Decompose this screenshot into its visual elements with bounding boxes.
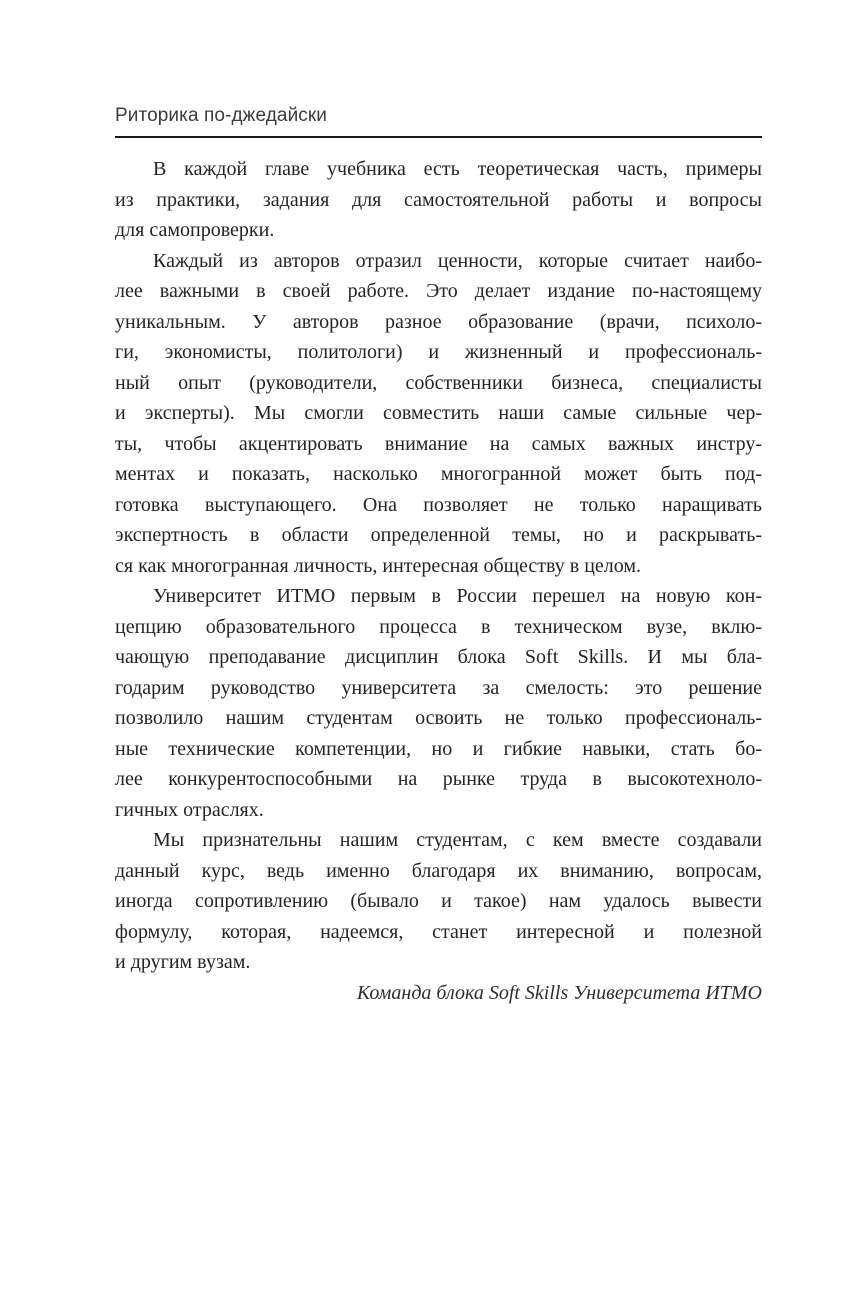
text-line: ты, чтобы акцентировать внимание на самых важных инстру-: [115, 432, 762, 455]
text-line: экспертность в области определенной темы, но и раскрывать-: [115, 524, 762, 546]
text-line: ментах и показать, насколько многогранной может быть под-: [115, 463, 762, 485]
text-line: и другим вузам.: [115, 951, 251, 973]
text-line: и эксперты). Мы смогли совместить наши самые сильные чер-: [115, 402, 762, 424]
text-line: позволило нашим студентам освоить не только профессиональ-: [115, 707, 762, 729]
text-line: чающую преподавание дисциплин блока Soft Skills. И мы бла-: [115, 646, 762, 668]
text-line: ги, экономисты, политологи) и жизненный и профессиональ-: [115, 341, 762, 363]
text-line: формулу, которая, надеемся, станет интересной и полезной: [115, 920, 762, 943]
text-line: готовка выступающего. Она позволяет не только наращивать: [115, 493, 762, 516]
text-line: Каждый из авторов отразил ценности, которые считает наибо-: [153, 249, 762, 272]
text-line: данный курс, ведь именно благодаря их вниманию, вопросам,: [115, 859, 762, 882]
paragraph: [115, 246, 762, 582]
text-line: В каждой главе учебника есть теоретическая часть, примеры: [153, 158, 762, 180]
text-line: гичных отраслях.: [115, 798, 264, 821]
paragraph: [115, 825, 762, 978]
text-line: Университет ИТМО первым в России перешел на новую кон-: [153, 585, 762, 607]
text-line: годарим руководство университета за смелость: это решение: [115, 676, 762, 699]
text-line: из практики, задания для самостоятельной работы и вопросы: [115, 188, 762, 211]
attribution-line: Команда блока Soft Skills Университета ИТМО: [356, 981, 762, 1004]
text-line: лее важными в своей работе. Это делает издание по-настоящему: [115, 280, 762, 302]
text-line: ся как многогранная личность, интересная обществу в целом.: [115, 554, 642, 577]
text-line: уникальным. У авторов разное образование (врачи, психоло-: [115, 310, 762, 333]
body-text: [115, 154, 762, 1008]
paragraph: [115, 581, 762, 825]
paragraph: [115, 154, 762, 246]
text-line: Мы признательны нашим студентам, с кем вместе создавали: [153, 829, 762, 851]
text-line: для самопроверки.: [115, 219, 275, 241]
text-line: лее конкурентоспособными на рынке труда в высокотехноло-: [115, 768, 762, 790]
running-header: Риторика по-джедайски: [115, 105, 328, 126]
text-line: цепцию образовательного процесса в техническом вузе, вклю-: [115, 615, 762, 638]
text-line: ный опыт (руководители, собственники бизнеса, специалисты: [115, 371, 762, 394]
header-rule: [115, 136, 762, 138]
text-line: иногда сопротивлению (бывало и такое) нам удалось вывести: [115, 890, 762, 912]
text-line: ные технические компетенции, но и гибкие навыки, стать бо-: [115, 737, 762, 760]
